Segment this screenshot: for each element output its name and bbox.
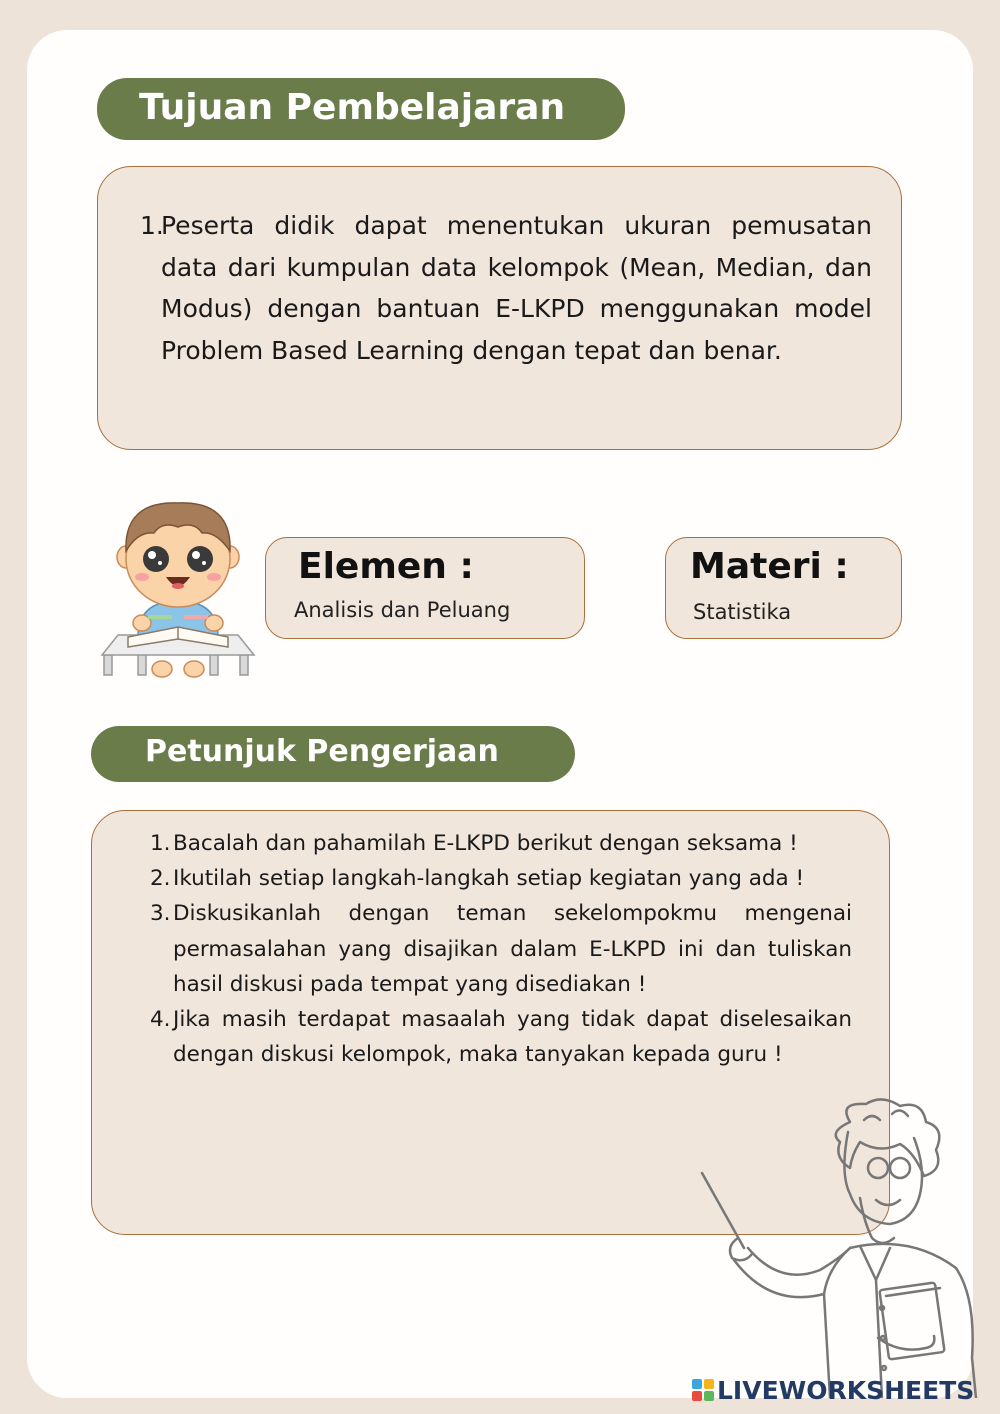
logo-square-yellow [704, 1379, 714, 1389]
logo-square-green [704, 1391, 714, 1401]
item-text: Ikutilah setiap langkah-langkah setiap kegiatan yang ada ! [173, 866, 805, 892]
list-item [150, 1002, 852, 1072]
tujuan-pembelajaran-heading: Tujuan Pembelajaran [97, 78, 625, 140]
logo-square-blue [692, 1379, 702, 1389]
teacher-with-pointer-icon [700, 1098, 985, 1398]
elemen-value: Analisis dan Peluang [294, 598, 511, 622]
item-number: 4. [150, 1007, 171, 1033]
elemen-label: Elemen : [298, 546, 474, 587]
list-item [150, 896, 852, 1002]
student-reading-book-icon [98, 497, 258, 679]
materi-value: Statistika [693, 600, 792, 624]
materi-label: Materi : [690, 546, 849, 587]
petunjuk-list [150, 826, 852, 1072]
list-item [140, 205, 872, 371]
petunjuk-pengerjaan-heading: Petunjuk Pengerjaan [91, 726, 575, 782]
watermark-text: LIVEWORKSHEETS [717, 1375, 975, 1405]
list-item [150, 861, 852, 896]
tujuan-list [140, 205, 872, 371]
item-number: 1. [150, 831, 171, 856]
logo-square-red [692, 1391, 702, 1401]
item-number: 1. [140, 211, 164, 240]
item-text: Bacalah dan pahamilah E-LKPD berikut dengan seksama ! [173, 831, 798, 856]
liveworksheets-logo-icon [692, 1379, 714, 1401]
item-number: 3. [150, 901, 171, 927]
liveworksheets-watermark [692, 1374, 974, 1406]
item-text: Jika masih terdapat masaalah yang tidak dapat diselesaikan dengan diskusi kelompok, maka tanyakan kepada guru ! [173, 1007, 852, 1068]
item-text: Diskusikanlah dengan teman sekelompokmu mengenai permasalahan yang disajikan dalam E-LKPD ini dan tuliskan hasil diskusi pada tempat yang disediakan ! [173, 901, 852, 997]
item-text: Peserta didik dapat menentukan ukuran pemusatan data dari kumpulan data kelompok (Mean, Median, dan Modus) dengan bantuan E-LKPD menggunakan model Problem Based Learning dengan tepat dan benar. [161, 211, 872, 365]
item-number: 2. [150, 866, 171, 892]
list-item [150, 826, 852, 861]
